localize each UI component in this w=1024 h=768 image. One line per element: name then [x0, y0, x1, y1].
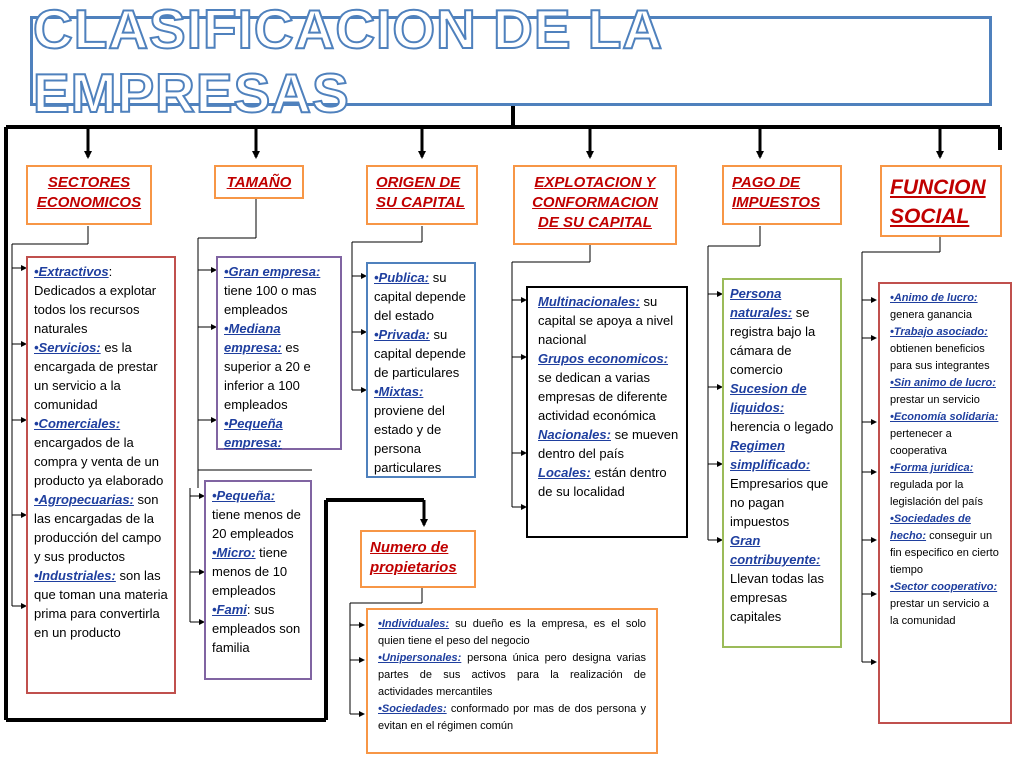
list-item: •Mixtas: proviene del estado y de persona particulares: [374, 384, 445, 475]
heading-sectores: SECTORES ECONOMICOS: [26, 165, 152, 225]
list-item: •Micro: tiene menos de 10 empleados: [212, 545, 288, 598]
explotacion-list: [526, 286, 688, 538]
propietarios-list: [366, 608, 658, 754]
list-item: •Pequeña empresa:: [224, 416, 283, 450]
heading-tamano: TAMAÑO: [214, 165, 304, 199]
sectores-list: [26, 256, 176, 694]
list-item: •Fami: sus empleados son familia: [212, 602, 301, 655]
list-item: •Trabajo asociado: obtienen beneficios para sus integrantes: [890, 326, 990, 372]
list-item: •Mediana empresa: es superior a 20 e inferior a 100 empleados: [224, 321, 311, 412]
list-item: •Economía solidaria: pertenecer a cooperativa: [890, 411, 999, 457]
list-item: Regimen simplificado: Empresarios que no pagan impuestos: [730, 438, 829, 529]
list-item: •Gran empresa: tiene 100 o mas empleados: [224, 264, 321, 317]
heading-funcion: FUNCION SOCIAL: [880, 165, 1002, 237]
list-item: Persona naturales: se registra bajo la cámara de comercio: [730, 286, 816, 377]
list-item: •Industriales: son las que toman una materia prima para convertirla en un producto: [34, 568, 168, 640]
heading-explotacion: EXPLOTACION Y CONFORMACION DE SU CAPITAL: [513, 165, 677, 245]
list-item: •Unipersonales: persona única pero designa varias partes de sus activos para la realización de actividades mercantiles: [378, 652, 646, 698]
funcion-list: [878, 282, 1012, 724]
list-item: •Servicios: es la encargada de prestar un servicio a la comunidad: [34, 340, 158, 412]
list-item: Nacionales: se mueven dentro del país: [538, 427, 679, 461]
list-item: •Sector cooperativo: prestar un servicio a la comunidad: [890, 581, 998, 627]
heading-origen: ORIGEN DE SU CAPITAL: [366, 165, 478, 225]
list-item: Locales: están dentro de su localidad: [538, 465, 667, 499]
list-item: Grupos economicos: se dedican a varias empresas de diferente actividad económica: [538, 351, 669, 423]
list-item: Gran contribuyente: Llevan todas las empresas capitales: [730, 533, 824, 624]
list-item: •Extractivos: Dedicados a explotar todos los recursos naturales: [34, 264, 157, 336]
title-box: [30, 0, 992, 124]
list-item: •Animo de lucro: genera ganancia: [890, 292, 978, 321]
list-item: •Individuales: su dueño es la empresa, es el solo quien tiene el peso del negocio: [378, 618, 646, 647]
list-item: Multinacionales: su capital se apoya a nivel nacional: [538, 294, 674, 347]
list-item: •Sociedades de hecho: conseguir un fin especifico en cierto tiempo: [890, 513, 999, 576]
heading-pago: PAGO DE IMPUESTOS: [722, 165, 842, 225]
pago-list: [722, 278, 842, 648]
list-item: •Sociedades: conformado por mas de dos persona y evitan en el régimen común: [378, 703, 646, 732]
list-item: •Agropecuarias: son las encargadas de la producción del campo y sus productos: [34, 492, 162, 564]
list-item: •Comerciales: encargados de la compra y venta de un producto ya elaborado: [34, 416, 164, 488]
diagram-title: CLASIFICACION DE LA EMPRESAS: [33, 0, 662, 124]
list-item: •Pequeña: tiene menos de 20 empleados: [212, 488, 301, 541]
list-item: •Sin animo de lucro: prestar un servicio: [890, 377, 996, 406]
origen-list: [366, 262, 476, 478]
list-item: •Publica: su capital depende del estado: [374, 270, 466, 323]
tamano-grande-list: [216, 256, 342, 450]
list-item: •Privada: su capital depende de particulares: [374, 327, 466, 380]
tamano-pequena-list: [204, 480, 312, 680]
list-item: Sucesion de liquidos: herencia o legado: [730, 381, 834, 434]
list-item: •Forma juridica: regulada por la legislación del país: [890, 462, 983, 508]
heading-propietarios: Numero de propietarios: [360, 530, 476, 588]
